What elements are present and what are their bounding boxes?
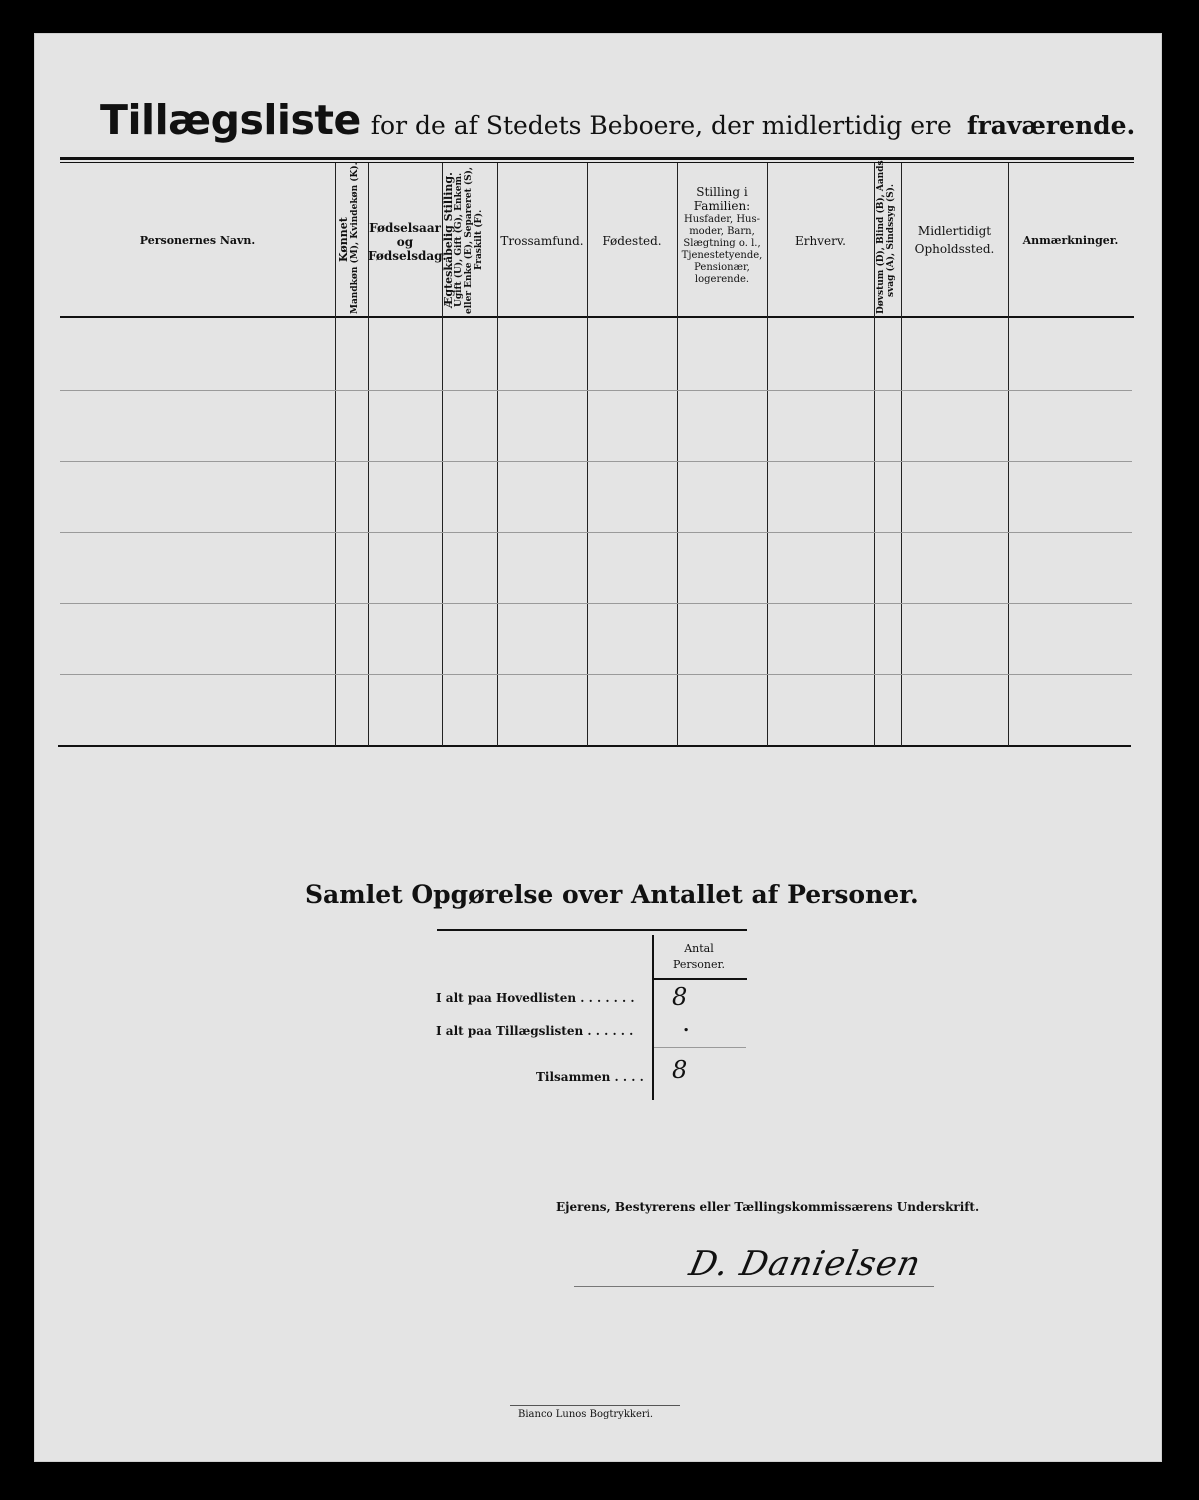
header-disability-1: Døvstum (D), Blind (B), Aands- [876, 156, 886, 314]
summary-label-main: I alt paa Hovedlisten . . . . . . . [436, 991, 635, 1005]
header-family-5: Slægtning o. l., [683, 238, 761, 249]
title-main: Tillægsliste [100, 96, 361, 144]
header-occupation: Erhverv. [794, 234, 846, 248]
header-disability-2: svag (A), Sindssyg (S). [886, 183, 896, 297]
col-divider [335, 163, 336, 746]
signature-label: Ejerens, Bestyrerens eller Tællingskommissærens Underskrift. [556, 1200, 980, 1214]
summary-divider [652, 935, 654, 1100]
header-family-2: Familien: [693, 199, 751, 213]
header-birth-2: og [396, 235, 414, 249]
form-title [100, 96, 1135, 144]
col-divider [497, 163, 498, 746]
table-row [60, 603, 1132, 604]
summary-col-header-2: Personer. [672, 958, 726, 971]
table-top-rule [60, 157, 1134, 160]
printer-rule [510, 1405, 680, 1406]
header-family-4: moder, Barn, [689, 226, 755, 237]
header-marital-3: eller Enke (E), Separeret (S), [464, 166, 474, 314]
header-family [677, 186, 767, 286]
header-family-8: logerende. [694, 274, 750, 285]
summary-value-total: 8 [672, 1056, 688, 1084]
header-family-6: Tjenestetyende, [681, 250, 763, 261]
summary-col-header-1: Antal [684, 942, 714, 955]
title-rest: for de af Stedets Beboere, der midlertidig ere [370, 111, 952, 140]
header-religion: Trossamfund. [500, 234, 584, 248]
title-bold-end: fraværende. [966, 111, 1136, 140]
header-family-3: Husfader, Hus- [684, 214, 760, 225]
col-divider [767, 163, 768, 746]
table-row [60, 390, 1132, 391]
table-bottom-rule [58, 745, 1131, 747]
summary-col-header [660, 941, 738, 973]
header-family-1: Stilling i [696, 185, 748, 199]
header-sex [337, 162, 368, 314]
header-birthplace: Fødested. [602, 234, 662, 248]
header-birth-3: Fødselsdag. [368, 249, 447, 263]
header-marital [444, 166, 496, 314]
summary-label-supplement: I alt paa Tillægslisten . . . . . . [436, 1024, 634, 1038]
signature: D. Danielsen [685, 1244, 925, 1284]
table-row [60, 674, 1132, 675]
printer-imprint: Bianco Lunos Bogtrykkeri. [518, 1409, 654, 1420]
header-residence [901, 222, 1008, 258]
table-row [60, 532, 1132, 533]
summary-header-rule [654, 978, 747, 980]
header-family-7: Pensionær, [694, 262, 750, 273]
summary-value-main: 8 [672, 983, 688, 1011]
header-remarks: Anmærkninger. [1022, 234, 1119, 247]
signature-line [574, 1286, 934, 1287]
table-top-rule-thin [60, 162, 1134, 163]
header-marital-2: Ugift (U), Gift (G), Enkem. [454, 172, 464, 308]
header-sex-title: Kønnet [337, 217, 350, 263]
col-divider [1008, 163, 1009, 746]
summary-label-total: Tilsammen . . . . [536, 1070, 644, 1084]
summary-title: Samlet Opgørelse over Antallet af Personer. [305, 880, 919, 909]
header-residence-1: Midlertidigt [917, 224, 992, 238]
table-row [60, 461, 1132, 462]
summary-subtotal-rule [654, 1047, 746, 1048]
header-bottom-rule [60, 316, 1134, 318]
summary-top-rule [437, 929, 747, 931]
header-disability [876, 156, 901, 314]
header-marital-4: Fraskilt (F). [474, 209, 484, 271]
header-residence-2: Opholdssted. [914, 242, 995, 256]
col-divider [587, 163, 588, 746]
summary-value-supplement: . [683, 1015, 690, 1036]
header-name: Personernes Navn. [139, 234, 256, 247]
col-divider [874, 163, 875, 746]
header-birth-1: Fødselsaar [369, 221, 441, 235]
header-birth [368, 221, 447, 263]
header-sex-sub: Mandkøn (M), Kvindekøn (K). [350, 162, 360, 314]
header-marital-1: Ægteskabelig Stilling. [442, 172, 455, 308]
